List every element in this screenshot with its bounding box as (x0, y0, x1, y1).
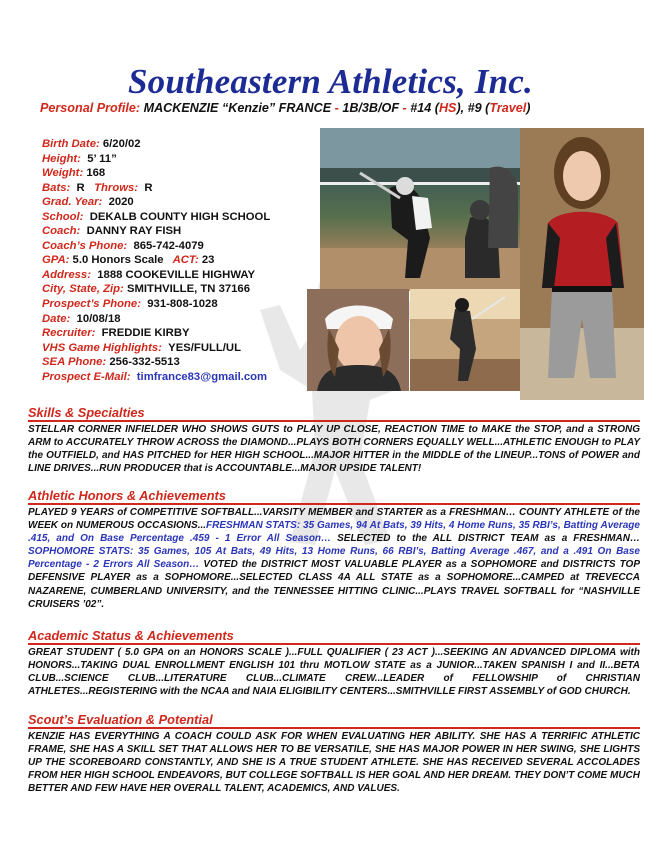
honors-heading: Athletic Honors & Achievements (28, 488, 640, 505)
bio-gpa-act: GPA: 5.0 Honors Scale ACT: 23 (42, 254, 215, 267)
bio-sea-phone: SEA Phone: 256-332-5513 (42, 356, 180, 369)
bio-height: Height: 5’ 11” (42, 152, 117, 165)
academic-section (28, 628, 640, 698)
scout-section (28, 712, 640, 795)
hs-number: #14 (410, 101, 432, 115)
honors-section (28, 488, 640, 611)
bio-coach-phone: Coach’s Phone: 865-742-4079 (42, 239, 204, 252)
bio-list (42, 137, 322, 384)
standing-portrait-photo (520, 128, 644, 400)
bio-bats-throws: Bats: R Throws: R (42, 181, 153, 194)
profile-label: Personal Profile: (40, 101, 141, 115)
bio-date: Date: 10/08/18 (42, 312, 121, 325)
bio-vhs-highlights: VHS Game Highlights: YES/FULL/UL (42, 341, 241, 354)
batting-action-photo (320, 128, 520, 291)
bio-address: Address: 1888 COOKEVILLE HIGHWAY (42, 268, 256, 281)
bio-coach: Coach: DANNY RAY FISH (42, 225, 182, 238)
skills-text: STELLAR CORNER INFIELDER WHO SHOWS GUTS to PLAY UP CLOSE, REACTION TIME to MAKE the STOP, and a STRONG ARM to ACCURATELY THROW ACROSS the DIAMOND...PLAYS BOTH CORNERS EQUALLY WELL...ATHLETIC ENOUGH to PLAY the OUTFIELD, and HAS PITCHED for HER HIGH SCHOOL...MAJOR HITTER in the MIDDLE of the LINEUP...TONS of POWER and LINE DRIVES...RUN PRODUCER that is ACCOUNTABLE...MAJOR UPSIDE TALENT! (28, 424, 640, 475)
hs-label: HS (438, 101, 457, 115)
bio-birth-date: Birth Date: 6/20/02 (42, 138, 141, 150)
bio-school: School: DEKALB COUNTY HIGH SCHOOL (42, 210, 271, 223)
travel-label: Travel (489, 101, 527, 115)
bio-weight: Weight: 168 (42, 167, 106, 180)
freshman-stats: FRESHMAN STATS: 35 Games, 94 At Bats, 39 Hits, 4 Home Runs, 35 RBI’s, Batting Average .415, and On Base Percentage .459 - 1 Error All Season… (28, 520, 640, 545)
profile-line: Personal Profile: MACKENZIE “Kenzie” FRANCE - 1B/3B/OF - #14 (HS), #9 (Travel) (40, 101, 531, 115)
academic-heading: Academic Status & Achievements (28, 628, 640, 645)
scout-heading: Scout’s Evaluation & Potential (28, 712, 640, 729)
skills-heading: Skills & Specialties (28, 405, 640, 422)
academic-text: GREAT STUDENT ( 5.0 GPA on an HONORS SCALE )...FULL QUALIFIER ( 23 ACT )...SEEKING AN ADVANCED DIPLOMA with HONORS...TAKING DUAL ENROLLMENT ENGLISH 101 thru MOTLOW STATE as a JUNIOR...TAKEN SPANISH I and II...BETA CLUB...SCIENCE CLUB...LITERATURE CLUB...CLIMATE CREW...LEADER of FELLOWSHIP of CHRISTIAN ATHLETES...REGISTERING with the NCAA and NAIA ELIGIBILITY CENTERS...SMITHVILLE FIRST ASSEMBLY of GOD CHURCH. (28, 647, 640, 698)
bio-prospect-phone: Prospect’s Phone: 931-808-1028 (42, 298, 218, 311)
player-positions: 1B/3B/OF (342, 101, 400, 115)
company-title: Southeastern Athletics, Inc. (128, 62, 533, 101)
honors-text: PLAYED 9 YEARS of COMPETITIVE SOFTBALL...VARSITY MEMBER and STARTER as a FRESHMAN… COUNTY ATHLETE of the WEEK on NUMEROUS OCCASIONS...FRESHMAN STATS: 35 Games, 94 At Bats, 39 Hits, 4 Home Runs, 35 RBI’s, Batting Average .415, and On Base Percentage .459 - 1 Error All Season… SELECTED to the ALL DISTRICT TEAM as a FRESHMAN…SOPHOMORE STATS: 35 Games, 105 At Bats, 49 Hits, 13 Home Runs, 66 RBI’s, Batting Average .467, and a .491 On Base Percentage - 2 Errors All Season… VOTED the DISTRICT MOST VALUABLE PLAYER as a SOPHOMORE and DISTRICTS TOP DEFENSIVE PLAYER as a SOPHOMORE...SELECTED CLASS 4A ALL STATE as a SOPHOMORE...CAMPED at TREVECCA NAZARENE, CUMBERLAND UNIVERSITY, and the TENNESSEE HITTING CLINIC...PLAYS TRAVEL SOFTBALL for “NASHVILLE CRUISERS ’02”. (28, 507, 640, 610)
infield-action-photo (410, 289, 520, 391)
scout-text: KENZIE HAS EVERYTHING A COACH COULD ASK FOR WHEN EVALUATING HER ABILITY. SHE HAS A TERRIFIC ATHLETIC FRAME, SHE HAS A SKILL SET THAT ALLOWS HER TO BE VERSATILE, SHE HAS MAJOR POWER IN HER SWING, SHE LIGHTS UP THE SCOREBOARD CONSTANTLY, AND SHE IS A TRUE STUDENT ATHLETE. SHE HAS RECEIVED SEVERAL ACCOLADES FROM HER HIGH SCHOOL ENDEAVORS, BUT COLLEGE SOFTBALL IS HER GOAL AND HER DREAM. THEY DON’T COME MUCH BETTER AND FEW HAVE HER OVERALL TALENT, ACADEMICS, AND VALUES. (28, 731, 640, 795)
bio-city-state-zip: City, State, Zip: SMITHVILLE, TN 37166 (42, 283, 250, 296)
skills-section (28, 405, 640, 475)
bio-grad-year: Grad. Year: 2020 (42, 196, 134, 209)
player-name: MACKENZIE “Kenzie” FRANCE (143, 101, 332, 115)
bio-prospect-email: Prospect E-Mail: timfrance83@gmail.com (42, 370, 268, 383)
sophomore-stats: SOPHOMORE STATS: 35 Games, 105 At Bats, 49 Hits, 13 Home Runs, 66 RBI’s, Batting Average .467, and a .491 On Base Percentage - 2 Errors All Season… (28, 546, 640, 571)
bio-recruiter: Recruiter: FREDDIE KIRBY (42, 327, 190, 340)
visor-portrait-photo (307, 289, 409, 391)
travel-number: #9 (467, 101, 482, 115)
